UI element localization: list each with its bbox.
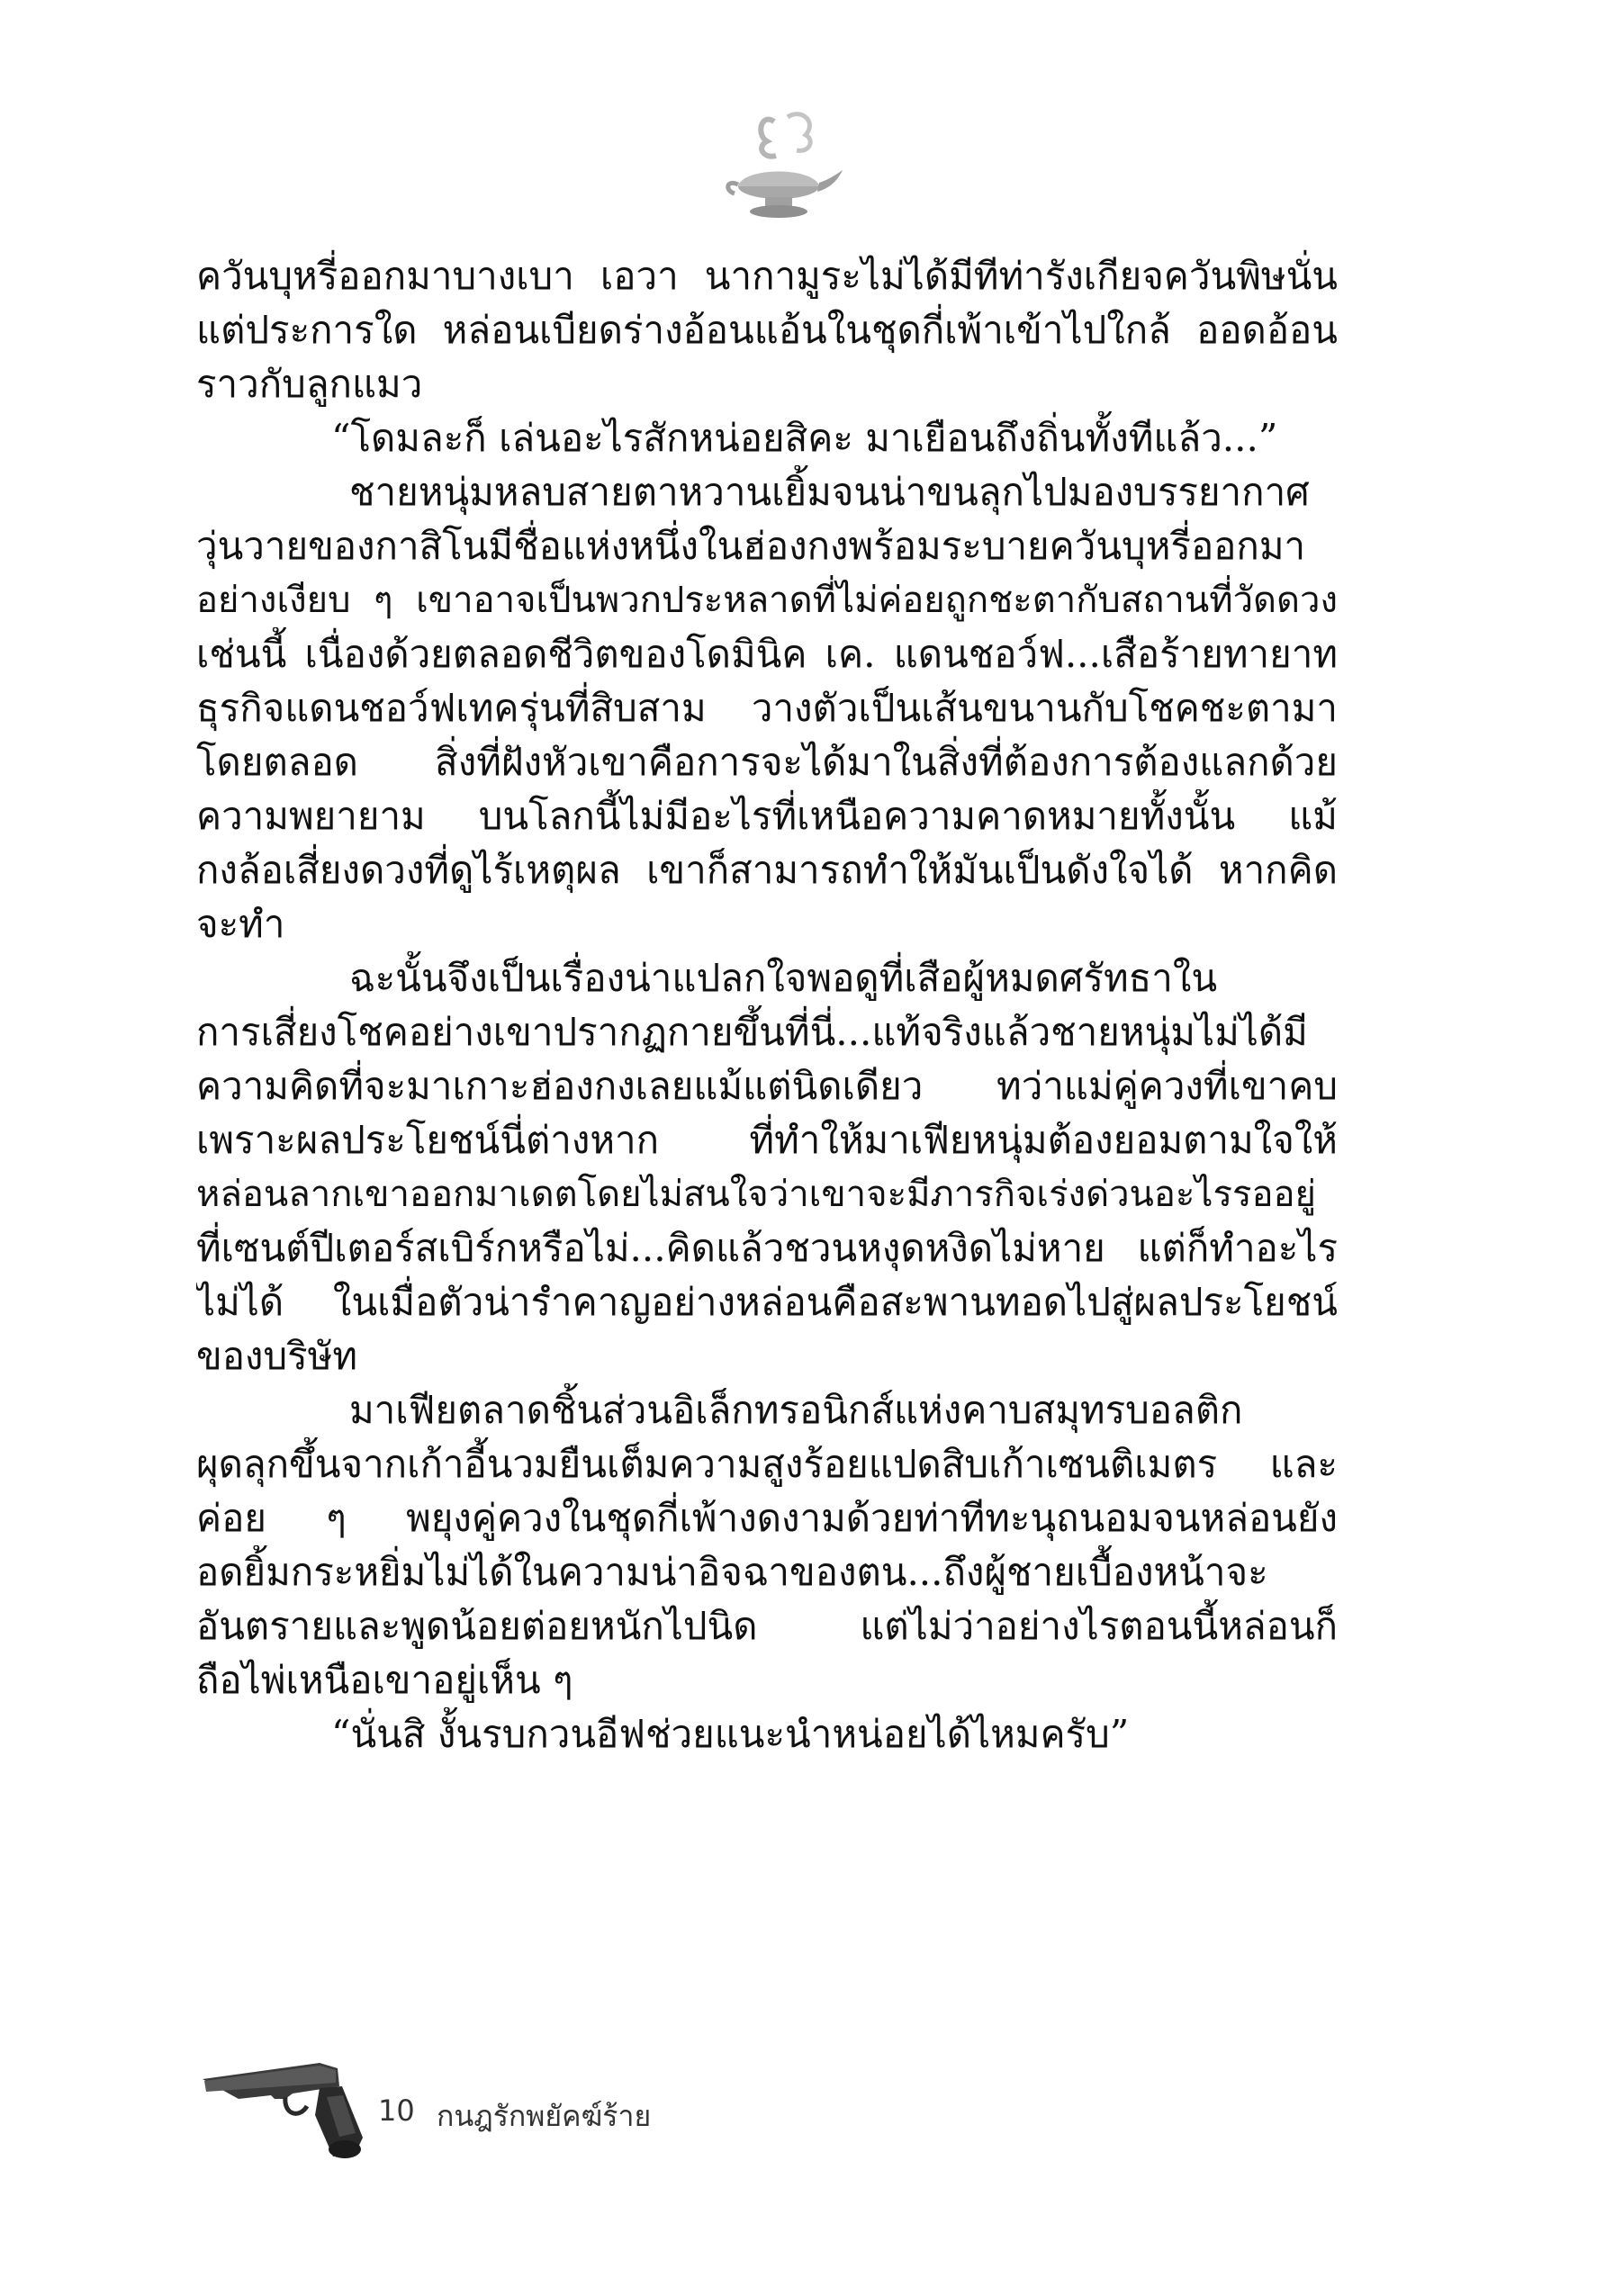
genie-lamp-icon [711, 104, 846, 230]
text-line: ไม่ได้ ในเมื่อตัวน่ารำคาญอย่างหล่อนคือสะพานทอดไปสู่ผลประโยชน์ [196, 1280, 1338, 1324]
text-line: ธุรกิจแดนชอว์ฟเทครุ่นที่สิบสาม วางตัวเป็นเส้นขนานกับโชคชะตามา [196, 686, 1338, 730]
text-line: เช่นนี้ เนื่องด้วยตลอดชีวิตของโดมินิค เค. แดนชอว์ฟ...เสือร้ายทายาท [196, 632, 1338, 676]
text-line: วุ่นวายของกาสิโนมีชื่อแห่งหนึ่งในฮ่องกงพร้อมระบายควันบุหรี่ออกมา [196, 524, 1306, 568]
text-line: ถือไพ่เหนือเขาอยู่เห็น ๆ [196, 1658, 573, 1702]
text-line: ราวกับลูกแมว [196, 362, 423, 406]
text-line: ความคิดที่จะมาเกาะฮ่องกงเลยแม้แต่นิดเดียว ทว่าแม่คู่ควงที่เขาคบ [196, 1064, 1338, 1108]
text-line: อย่างเงียบ ๆ เขาอาจเป็นพวกประหลาดที่ไม่ค่อยถูกชะตากับสถานที่วัดดวง [196, 580, 1338, 621]
text-line: แต่ประการใด หล่อนเบียดร่างอ้อนแอ้นในชุดกี่เพ้าเข้าไปใกล้ ออดอ้อน [196, 308, 1338, 352]
text-line: หล่อนลากเขาออกมาเดตโดยไม่สนใจว่าเขาจะมีภารกิจเร่งด่วนอะไรรออยู่ [196, 1174, 1316, 1215]
text-line: ชายหนุ่มหลบสายตาหวานเยิ้มจนน่าขนลุกไปมองบรรยากาศ [349, 470, 1310, 514]
page-footer [185, 2043, 815, 2169]
text-line: กงล้อเสี่ยงดวงที่ดูไร้เหตุผล เขาก็สามารถทำให้มันเป็นดังใจได้ หากคิด [196, 848, 1338, 892]
text-line: ที่เซนต์ปีเตอร์สเบิร์กหรือไม่...คิดแล้วชวนหงุดหงิดไม่หาย แต่ก็ทำอะไร [196, 1226, 1338, 1270]
text-line: จะทำ [196, 902, 285, 946]
text-line: อดยิ้มกระหยิ่มไม่ได้ในความน่าอิจฉาของตน...ถึงผู้ชายเบื้องหน้าจะ [196, 1550, 1268, 1594]
text-line: การเสี่ยงโชคอย่างเขาปรากฏกายขึ้นที่นี่...แท้จริงแล้วชายหนุ่มไม่ได้มี [196, 1010, 1308, 1054]
text-line: ฉะนั้นจึงเป็นเรื่องน่าแปลกใจพอดูที่เสือผู้หมดศรัทธาใน [349, 956, 1218, 1000]
text-line: เพราะผลประโยชน์นี่ต่างหาก ที่ทำให้มาเฟียหนุ่มต้องยอมตามใจให้ [196, 1118, 1338, 1162]
text-line: มาเฟียตลาดชิ้นส่วนอิเล็กทรอนิกส์แห่งคาบสมุทรบอลติก [349, 1388, 1243, 1432]
text-line: “นั่นสิ งั้นรบกวนอีฟช่วยแนะนำหน่อยได้ไหมครับ” [331, 1712, 1130, 1756]
pistol-icon [185, 2043, 374, 2169]
text-line: อันตรายและพูดน้อยต่อยหนักไปนิด แต่ไม่ว่าอย่างไรตอนนี้หล่อนก็ [196, 1604, 1338, 1648]
page-number: 10 [378, 2093, 415, 2128]
text-line: ผุดลุกขึ้นจากเก้าอี้นวมยืนเต็มความสูงร้อยแปดสิบเก้าเซนติเมตร และ [196, 1442, 1338, 1486]
text-line: ค่อย ๆ พยุงคู่ควงในชุดกี่เพ้างดงามด้วยท่าทีทะนุถนอมจนหล่อนยัง [196, 1496, 1338, 1540]
text-line: ของบริษัท [196, 1334, 358, 1378]
book-title: กนฎรักพยัคฆ์ร้าย [437, 2099, 652, 2133]
text-line: ควันบุหรี่ออกมาบางเบา เอวา นากามูระไม่ได้มีทีท่ารังเกียจควันพิษนั่น [196, 254, 1338, 298]
text-line: ความพยายาม บนโลกนี้ไม่มีอะไรที่เหนือความคาดหมายทั้งนั้น แม้ [196, 794, 1338, 838]
text-line: “โดมละก็ เล่นอะไรสักหน่อยสิคะ มาเยือนถึงถิ่นทั้งทีแล้ว...” [331, 416, 1278, 460]
text-line: โดยตลอด สิ่งที่ฝังหัวเขาคือการจะได้มาในสิ่งที่ต้องการต้องแลกด้วย [196, 740, 1338, 784]
body-text [196, 249, 1338, 1761]
